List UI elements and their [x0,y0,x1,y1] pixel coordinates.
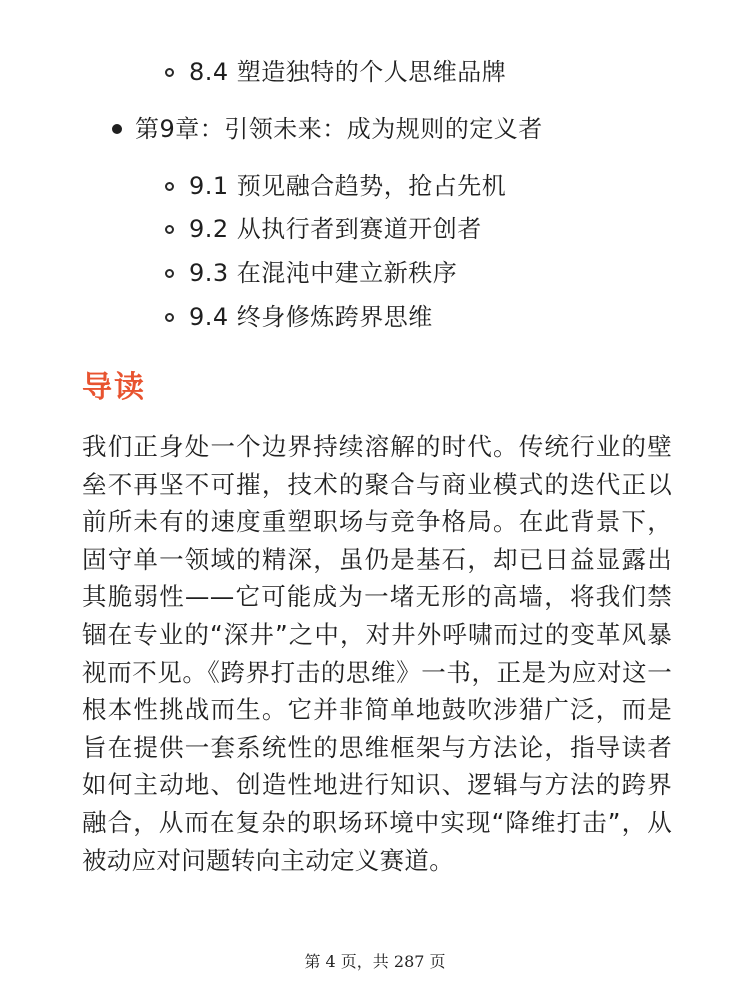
toc-subitem-9-3 [165,258,457,288]
hollow-bullet-icon [165,269,174,278]
toc-subitem-label: 8.4 塑造独特的个人思维品牌 [189,58,507,86]
toc-chapter-9 [112,114,543,144]
toc-subitem-9-4 [165,302,433,332]
hollow-bullet-icon [165,225,174,234]
toc-subitem-9-1 [165,171,506,201]
hollow-bullet-icon [165,182,174,191]
toc-subitem-label: 9.1 预见融合趋势，抢占先机 [189,172,507,200]
hollow-bullet-icon [165,68,174,77]
toc-subitem-label: 9.3 在混沌中建立新秩序 [189,259,458,287]
section-heading: 导读 [82,370,146,405]
toc-subitem-8-4 [165,57,506,87]
body-paragraph: 我们正身处一个边界持续溶解的时代。传统行业的壁垒不再坚不可摧，技术的聚合与商业模式的迭代正以前所未有的速度重塑职场与竞争格局。在此背景下，固守单一领域的精深，虽仍是基石，却已日益显露出其脆弱性——它可能成为一堵无形的高墙，将我们禁锢在专业的“深井”之中，对井外呼啸而过的变革风暴视而不见。《跨界打击的思维》一书，正是为应对这一根本性挑战而生。它并非简单地鼓吹涉猎广泛，而是旨在提供一套系统性的思维框架与方法论，指导读者如何主动地、创造性地进行知识、逻辑与方法的跨界融合，从而在复杂的职场环境中实现“降维打击”，从被动应对问题转向主动定义赛道。 [82,432,672,875]
toc-subitem-label: 9.2 从执行者到赛道开创者 [189,215,482,243]
toc-chapter-label: 第9章：引领未来：成为规则的定义者 [135,115,543,143]
toc-subitem-label: 9.4 终身修炼跨界思维 [189,303,433,331]
hollow-bullet-icon [165,313,174,322]
page-number-footer: 第 4 页，共 287 页 [304,952,446,971]
filled-bullet-icon [112,124,122,134]
toc-subitem-9-2 [165,214,482,244]
